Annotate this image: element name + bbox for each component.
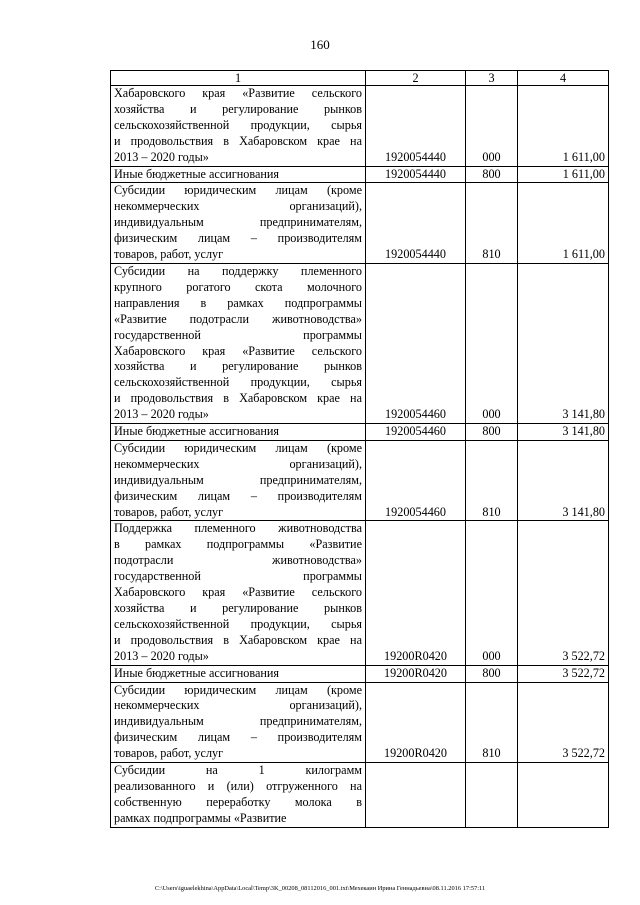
description-line: Иные бюджетные ассигнования (114, 665, 280, 680)
description-line: Субсидии юридическим лицам (кроме (114, 440, 362, 455)
file-path-footer: C:\Users\iguaelekhina\AppData\Local\Temp\3K_00208_08112016_001.txt\Мехекаин Ирина Геннадьевна\08.11.2016 17:57:11 (154, 885, 486, 892)
table-row (111, 86, 609, 167)
item-description-cell (111, 86, 366, 167)
item-description-cell (111, 183, 366, 264)
description-line: индивидуальным предпринимателям, (114, 472, 362, 487)
description-line: физическим лицам – производителям (114, 730, 362, 745)
item-description-cell (111, 665, 366, 682)
expense-type-cell: 800 (466, 665, 518, 682)
item-description-cell (111, 440, 366, 521)
description-line: Поддержка племенного животноводства (114, 521, 362, 536)
description-line: Субсидии юридическим лицам (кроме (114, 183, 362, 198)
item-description-cell (111, 521, 366, 665)
target-code-cell: 1920054440 (366, 183, 466, 264)
amount-cell: 1 611,00 (518, 183, 609, 264)
description-line: хозяйства и регулирование рынков (114, 601, 362, 615)
amount-cell: 3 141,80 (518, 440, 609, 521)
expense-type-cell: 000 (466, 86, 518, 167)
target-code-cell: 19200R0420 (366, 521, 466, 665)
description-line: подотрасли животноводства» (114, 553, 362, 568)
expense-type-cell: 000 (466, 521, 518, 665)
description-line: и продовольствия в Хабаровском крае на (114, 632, 362, 647)
amount-cell: 3 522,72 (518, 682, 609, 763)
expense-type-cell (466, 763, 518, 828)
table-row (111, 424, 609, 441)
item-description-cell (111, 263, 366, 423)
table-row (111, 263, 609, 423)
expense-type-cell: 800 (466, 166, 518, 183)
description-line: «Развитие подотрасли животноводства» (114, 311, 362, 326)
description-line: 2013 – 2020 годы» (114, 648, 209, 663)
header-cell: 1 (111, 71, 366, 86)
description-line: сельскохозяйственной продукции, сырья (114, 117, 362, 132)
description-line: крупного рогатого скота молочного (114, 279, 362, 294)
header-cell: 4 (518, 71, 609, 86)
expense-type-cell: 810 (466, 682, 518, 763)
description-line: реализованного и (или) отгруженного на (114, 778, 362, 793)
target-code-cell: 1920054460 (366, 440, 466, 521)
description-line: Субсидии юридическим лицам (кроме (114, 682, 362, 697)
description-line: хозяйства и регулирование рынков (114, 359, 362, 374)
description-line: сельскохозяйственной продукции, сырья (114, 375, 362, 390)
budget-table (110, 70, 609, 828)
description-line: и продовольствия в Хабаровском крае на (114, 391, 362, 406)
target-code-cell: 1920054440 (366, 166, 466, 183)
description-line: Субсидии на поддержку племенного (114, 263, 362, 278)
description-line: государственной программы (114, 327, 362, 342)
item-description-cell (111, 682, 366, 763)
table-row (111, 166, 609, 183)
description-line: некоммерческих организаций), (114, 698, 362, 713)
description-line: некоммерческих организаций), (114, 199, 362, 214)
description-line: индивидуальным предпринимателям, (114, 714, 362, 729)
table-row (111, 440, 609, 521)
amount-cell: 3 141,80 (518, 263, 609, 423)
amount-cell (518, 763, 609, 828)
page-number: 160 (310, 37, 330, 52)
description-line: хозяйства и регулирование рынков (114, 101, 362, 116)
expense-type-cell: 000 (466, 263, 518, 423)
description-line: 2013 – 2020 годы» (114, 407, 209, 422)
description-line: направления в рамках подпрограммы (114, 295, 362, 310)
amount-cell: 1 611,00 (518, 86, 609, 167)
amount-cell: 3 141,80 (518, 424, 609, 441)
table-row (111, 763, 609, 828)
description-line: товаров, работ, услуг (114, 247, 224, 262)
table-header-row (111, 71, 609, 86)
description-line: рамках подпрограммы «Развитие (114, 810, 287, 825)
description-line: сельскохозяйственной продукции, сырья (114, 616, 362, 631)
description-line: физическим лицам – производителям (114, 488, 362, 503)
description-line: государственной программы (114, 569, 362, 584)
description-line: некоммерческих организаций), (114, 456, 362, 471)
target-code-cell: 1920054460 (366, 263, 466, 423)
description-line: товаров, работ, услуг (114, 746, 224, 761)
expense-type-cell: 810 (466, 183, 518, 264)
description-line: товаров, работ, услуг (114, 504, 224, 519)
amount-cell: 3 522,72 (518, 521, 609, 665)
amount-cell: 1 611,00 (518, 166, 609, 183)
description-line: индивидуальным предпринимателям, (114, 215, 362, 230)
description-line: и продовольствия в Хабаровском крае на (114, 133, 362, 148)
item-description-cell (111, 166, 366, 183)
description-line: 2013 – 2020 годы» (114, 149, 209, 164)
description-line: Иные бюджетные ассигнования (114, 166, 280, 181)
target-code-cell (366, 763, 466, 828)
description-line: Хабаровского края «Развитие сельского (114, 585, 362, 600)
description-line: Субсидии на 1 килограмм (114, 763, 362, 778)
description-line: Хабаровского края «Развитие сельского (114, 343, 362, 358)
description-line: в рамках подпрограммы «Развитие (114, 537, 362, 552)
target-code-cell: 1920054460 (366, 424, 466, 441)
table-row (111, 665, 609, 682)
expense-type-cell: 810 (466, 440, 518, 521)
description-line: Хабаровского края «Развитие сельского (114, 86, 362, 100)
table-row (111, 682, 609, 763)
description-line: Иные бюджетные ассигнования (114, 424, 280, 439)
amount-cell: 3 522,72 (518, 665, 609, 682)
item-description-cell (111, 424, 366, 441)
description-line: собственную переработку молока в (114, 794, 362, 809)
description-line: физическим лицам – производителям (114, 231, 362, 246)
target-code-cell: 19200R0420 (366, 665, 466, 682)
target-code-cell: 1920054440 (366, 86, 466, 167)
header-cell: 3 (466, 71, 518, 86)
table-row (111, 521, 609, 665)
target-code-cell: 19200R0420 (366, 682, 466, 763)
item-description-cell (111, 763, 366, 828)
expense-type-cell: 800 (466, 424, 518, 441)
header-cell: 2 (366, 71, 466, 86)
table-row (111, 183, 609, 264)
